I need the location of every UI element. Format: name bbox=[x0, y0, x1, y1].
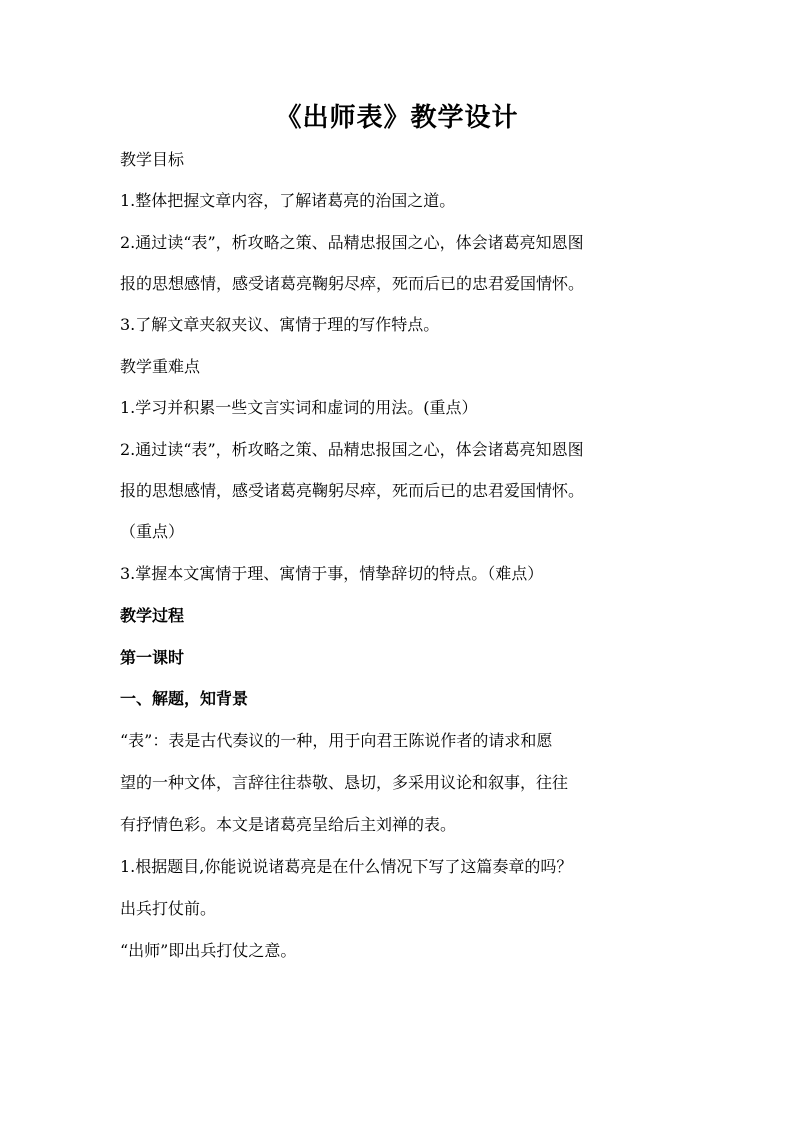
document-title: 《出师表》教学设计 bbox=[275, 103, 519, 133]
section-heading-process: 教学过程 bbox=[120, 606, 185, 625]
section-heading-goals: 教学目标 bbox=[120, 150, 185, 169]
keypoint-item-2-line-2: 报的思想感情，感受诸葛亮鞠躬尽瘁，死而后已的忠君爱国情怀。 bbox=[120, 481, 585, 500]
keypoint-item-1: 1.学习并积累一些文言实词和虚词的用法。(重点） bbox=[120, 398, 478, 417]
keypoint-item-2-line-3: （重点） bbox=[120, 522, 185, 541]
lesson-heading: 第一课时 bbox=[120, 648, 185, 667]
body-paragraph-line-2: 望的一种文体，言辞往往恭敬、恳切，多采用议论和叙事，往往 bbox=[120, 773, 569, 792]
body-paragraph-line-3: 有抒情色彩。本文是诸葛亮呈给后主刘禅的表。 bbox=[120, 815, 457, 834]
section-heading-keypoints: 教学重难点 bbox=[120, 357, 201, 376]
explanation-line: “出师”即出兵打仗之意。 bbox=[120, 941, 297, 960]
goal-item-2-line-2: 报的思想感情，感受诸葛亮鞠躬尽瘁，死而后已的忠君爱国情怀。 bbox=[120, 274, 585, 293]
answer-1: 出兵打仗前。 bbox=[120, 899, 217, 918]
keypoint-item-3: 3.掌握本文寓情于理、寓情于事，情挚辞切的特点。（难点） bbox=[120, 564, 544, 583]
step-heading-one: 一、解题，知背景 bbox=[120, 689, 249, 708]
keypoint-item-2-line-1: 2.通过读“表”，析攻略之策、品精忠报国之心，体会诸葛亮知恩图 bbox=[120, 440, 584, 459]
body-paragraph-line-1: “表”：表是古代奏议的一种，用于向君王陈说作者的请求和愿 bbox=[120, 731, 553, 750]
question-1: 1.根据题目,你能说说诸葛亮是在什么情况下写了这篇奏章的吗？ bbox=[120, 857, 573, 876]
goal-item-1: 1.整体把握文章内容，了解诸葛亮的治国之道。 bbox=[120, 191, 456, 210]
goal-item-2-line-1: 2.通过读“表”，析攻略之策、品精忠报国之心，体会诸葛亮知恩图 bbox=[120, 233, 584, 252]
goal-item-3: 3.了解文章夹叙夹议、寓情于理的写作特点。 bbox=[120, 315, 440, 334]
